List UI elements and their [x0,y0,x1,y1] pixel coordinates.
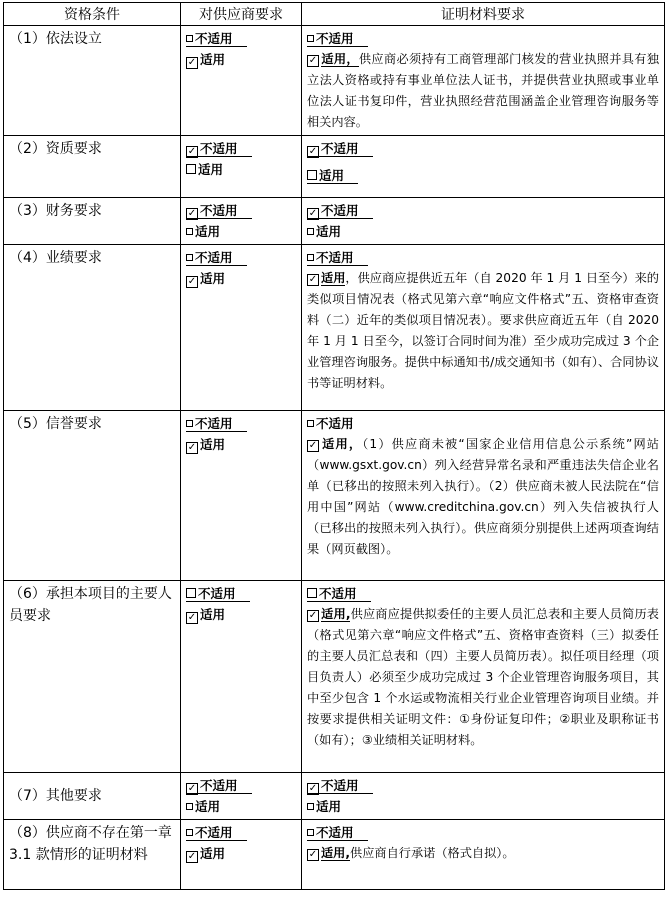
checked-checkbox-icon: ✓ [308,274,318,285]
evidence-cell [302,26,665,136]
supplier-cell [181,136,302,198]
evidence-cell [302,198,665,245]
option-not-applicable[interactable]: 不适用 [186,247,296,268]
option-applicable[interactable]: ✓ 适用 [187,846,226,862]
table-row [4,26,665,136]
checkbox-icon [307,170,317,180]
checkbox-icon [186,228,193,235]
checked-checkbox-icon: ✓ [308,146,318,157]
option-not-applicable[interactable]: 不适用 [307,822,659,843]
table-row [4,198,665,245]
option-not-applicable[interactable]: 不适用 [307,413,659,434]
option-applicable[interactable]: ✓ 适用 [187,271,226,287]
checkbox-icon [186,588,196,598]
option-applicable[interactable]: ✓ 适用 [187,437,226,453]
supplier-cell [181,581,302,773]
option-not-applicable[interactable]: 不适用 [186,822,296,843]
option-not-applicable[interactable]: ✓ 不适用 [307,775,659,796]
checkbox-icon [307,420,314,427]
condition-cell: （6）承担本项目的主要人员要求 [4,581,181,773]
condition-cell: （1）依法设立 [4,26,181,136]
condition-cell: （8）供应商不存在第一章 3.1 款情形的证明材料 [4,820,181,890]
checked-checkbox-icon: ✓ [187,612,197,623]
table-row [4,581,665,773]
evidence-cell [302,245,665,411]
checkbox-icon [307,588,317,598]
checkbox-icon [307,829,314,836]
evidence-description: ✓ 适用，供应商应提供近五年（自 2020 年 1 月 1 日至今）来的类似项目情况表（格式见第六章“响应文件格式”五、资格审查资料（二）近年的类似项目情况表）。要求供应商近五年（自 2020 年 1 月 1 日至今，以签订合同时间为准）至少成功完成过 3 个企业管理咨询服务。提供中标通知书/成交通知书（如有）、合同协议书等证明材料。 [307,271,659,390]
checked-checkbox-icon: ✓ [187,783,197,794]
checked-checkbox-icon: ✓ [187,208,197,219]
option-not-applicable[interactable]: ✓ 不适用 [186,775,296,796]
supplier-cell [181,820,302,890]
table-row [4,411,665,581]
evidence-description: ✓ 适用，供应商必须持有工商管理部门核发的营业执照并具有独立法人资格或持有事业单位法人证书，并提供营业执照或事业单位法人证书复印件，营业执照经营范围涵盖企业管理咨询服务等相关内容。 [307,52,660,129]
qualification-table [3,2,665,890]
condition-cell: （4）业绩要求 [4,245,181,411]
option-not-applicable[interactable]: ✓ 不适用 [186,200,296,221]
checked-checkbox-icon: ✓ [308,783,318,794]
header-condition: 资格条件 [4,3,181,26]
evidence-description: ✓ 适用,供应商自行承诺（格式自拟）。 [308,846,515,860]
table-row [4,773,665,820]
option-applicable[interactable]: ✓ 适用 [187,52,226,68]
evidence-cell [302,136,665,198]
checked-checkbox-icon: ✓ [308,849,318,860]
option-not-applicable[interactable]: ✓ 不适用 [307,200,659,221]
condition-cell: （2）资质要求 [4,136,181,198]
checked-checkbox-icon: ✓ [187,276,197,287]
condition-cell: （7）其他要求 [4,773,181,820]
checked-checkbox-icon: ✓ [308,610,318,621]
evidence-description: ✓ 适用，（1）供应商未被“国家企业信用信息公示系统”网站（www.gsxt.gov.cn）列入经营异常名录和严重违法失信企业名单（已移出的按照未列入执行）。（2）供应商未被人民法院在“信用中国”网站（www.creditchina.gov.cn）列入失信被执行人（已移出的按照未列入执行）。供应商须分别提供上述两项查询结果（网页截图）。 [307,437,659,556]
checkbox-icon [307,254,314,261]
option-applicable[interactable]: 适用 [307,165,659,186]
evidence-cell [302,820,665,890]
option-applicable[interactable]: 适用 [186,221,296,242]
evidence-cell [302,773,665,820]
supplier-cell [181,245,302,411]
checkbox-icon [307,803,314,810]
supplier-cell [181,773,302,820]
option-applicable[interactable]: ✓ 适用 [187,607,226,623]
supplier-cell [181,411,302,581]
option-not-applicable[interactable]: ✓ 不适用 [307,138,659,159]
option-applicable[interactable]: 适用 [307,796,659,817]
option-applicable[interactable]: 适用 [307,221,659,242]
checked-checkbox-icon: ✓ [187,851,197,862]
supplier-cell [181,198,302,245]
checked-checkbox-icon: ✓ [187,57,197,68]
checkbox-icon [186,35,193,42]
evidence-cell [302,581,665,773]
table-row [4,820,665,890]
option-not-applicable[interactable]: 不适用 [186,583,296,604]
checked-checkbox-icon: ✓ [187,442,197,453]
supplier-cell [181,26,302,136]
checked-checkbox-icon: ✓ [308,55,318,66]
checkbox-icon [186,254,193,261]
option-not-applicable[interactable]: 不适用 [186,413,296,434]
option-not-applicable[interactable]: 不适用 [186,28,296,49]
checkbox-icon [186,829,193,836]
condition-cell: （5）信誉要求 [4,411,181,581]
checkbox-icon [186,164,196,174]
header-row [4,3,665,26]
header-supplier: 对供应商要求 [181,3,302,26]
checkbox-icon [307,228,314,235]
option-applicable[interactable]: 适用 [186,159,296,180]
table-row [4,136,665,198]
checked-checkbox-icon: ✓ [187,146,197,157]
evidence-description: ✓ 适用,供应商应提供拟委任的主要人员汇总表和主要人员简历表（格式见第六章“响应文件格式”五、资格审查资料（三）拟委任的主要人员汇总表和（四）主要人员简历表）。拟任项目经理（项目负责人）必须至少成功完成过 3 个企业管理咨询服务项目，其中至少包含 1 个水运或物流相关行业企业管理咨询项目业绩。并按要求提供相关证明文件：①身份证复印件；②职业及职称证书（如有）；③业绩相关证明材料。 [307,607,659,747]
option-not-applicable[interactable]: 不适用 [307,247,659,268]
checked-checkbox-icon: ✓ [308,440,318,451]
evidence-cell [302,411,665,581]
checked-checkbox-icon: ✓ [308,208,318,219]
header-evidence: 证明材料要求 [302,3,665,26]
option-applicable[interactable]: 适用 [186,796,296,817]
checkbox-icon [186,803,193,810]
option-not-applicable[interactable]: ✓ 不适用 [186,138,296,159]
checkbox-icon [186,420,193,427]
option-not-applicable[interactable]: 不适用 [307,28,659,49]
checkbox-icon [307,35,314,42]
condition-cell: （3）财务要求 [4,198,181,245]
option-not-applicable[interactable]: 不适用 [307,583,659,604]
table-row [4,245,665,411]
